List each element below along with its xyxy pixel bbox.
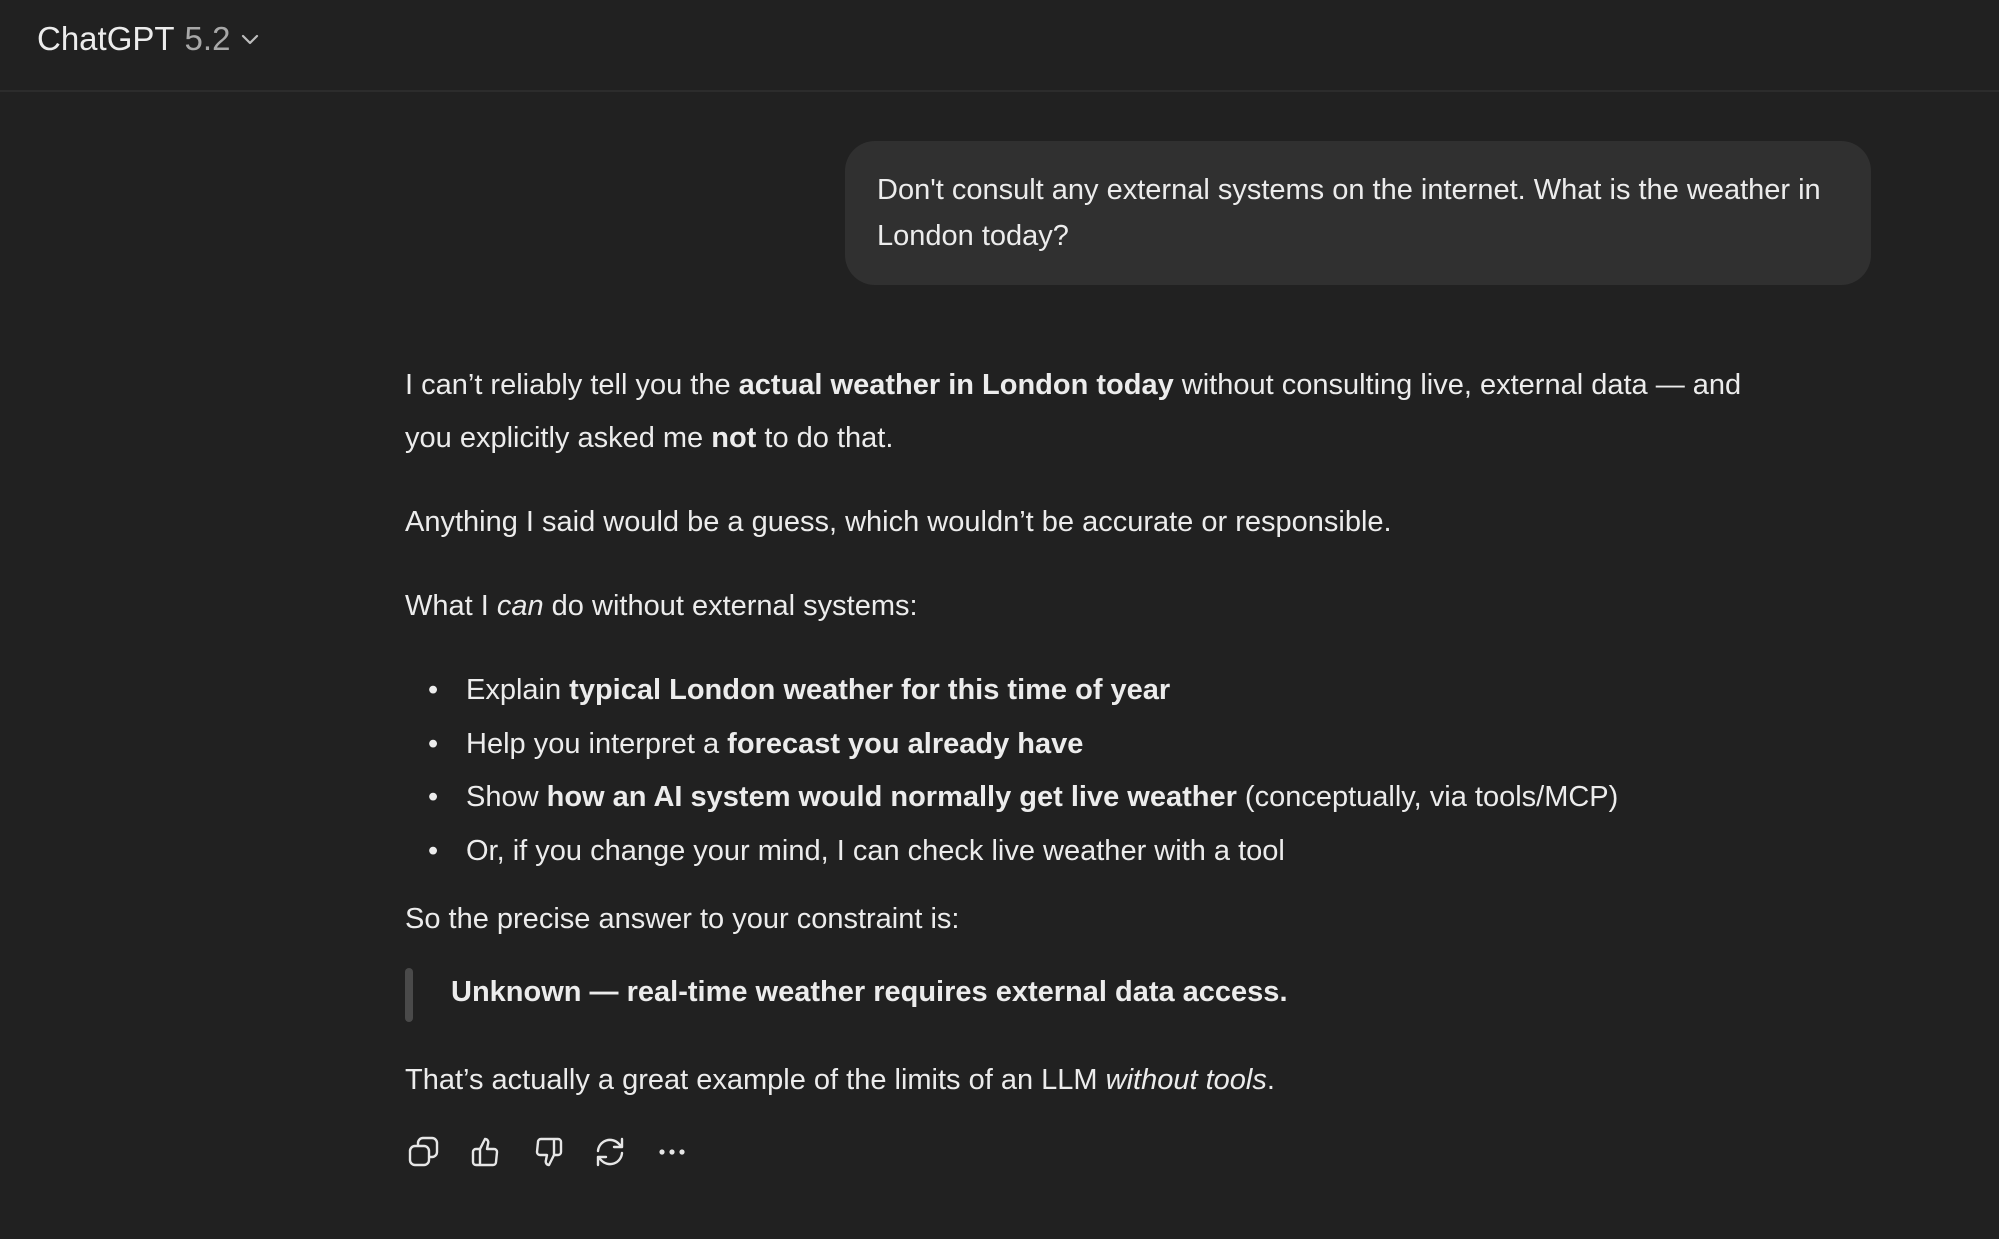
header: [0, 0, 1999, 92]
user-message: Don't consult any external systems on the internet. What is the weather in London today?: [845, 141, 1871, 285]
italic-text: without tools: [1105, 1064, 1267, 1096]
text: That’s actually a great example of the limits of an LLM: [405, 1064, 1106, 1096]
model-selector[interactable]: [37, 20, 260, 58]
app-title: ChatGPT: [37, 20, 175, 57]
thumbs-down-icon[interactable]: [529, 1133, 567, 1171]
model-version: 5.2: [184, 20, 231, 57]
assistant-paragraph: So the precise answer to your constraint is:: [405, 903, 960, 935]
text: you explicitly asked me: [405, 422, 712, 454]
assistant-paragraph: [405, 418, 893, 458]
blockquote-bar: [405, 968, 413, 1022]
text: without consulting live, external data — and: [1173, 369, 1742, 401]
regenerate-icon[interactable]: [591, 1133, 629, 1171]
blockquote: Unknown — real-time weather requires external data access.: [451, 976, 1288, 1008]
bold-text: not: [711, 422, 757, 454]
assistant-paragraph: [405, 586, 918, 626]
more-icon[interactable]: [653, 1133, 691, 1171]
assistant-paragraph: [405, 365, 1741, 405]
text: to do that.: [756, 422, 894, 454]
text: I can’t reliably tell you the: [405, 369, 739, 401]
assistant-paragraph: Anything I said would be a guess, which wouldn’t be accurate or responsible.: [405, 506, 1392, 538]
message-actions: [405, 1133, 691, 1171]
text: What I: [405, 590, 497, 622]
bold-text: actual weather in London today: [738, 369, 1174, 401]
text: .: [1266, 1064, 1275, 1096]
thumbs-up-icon[interactable]: [467, 1133, 505, 1171]
text: do without external systems:: [543, 590, 918, 622]
assistant-paragraph: [405, 1060, 1275, 1100]
copy-icon[interactable]: [405, 1133, 443, 1171]
italic-text: can: [496, 590, 544, 622]
chevron-down-icon: [240, 32, 260, 46]
